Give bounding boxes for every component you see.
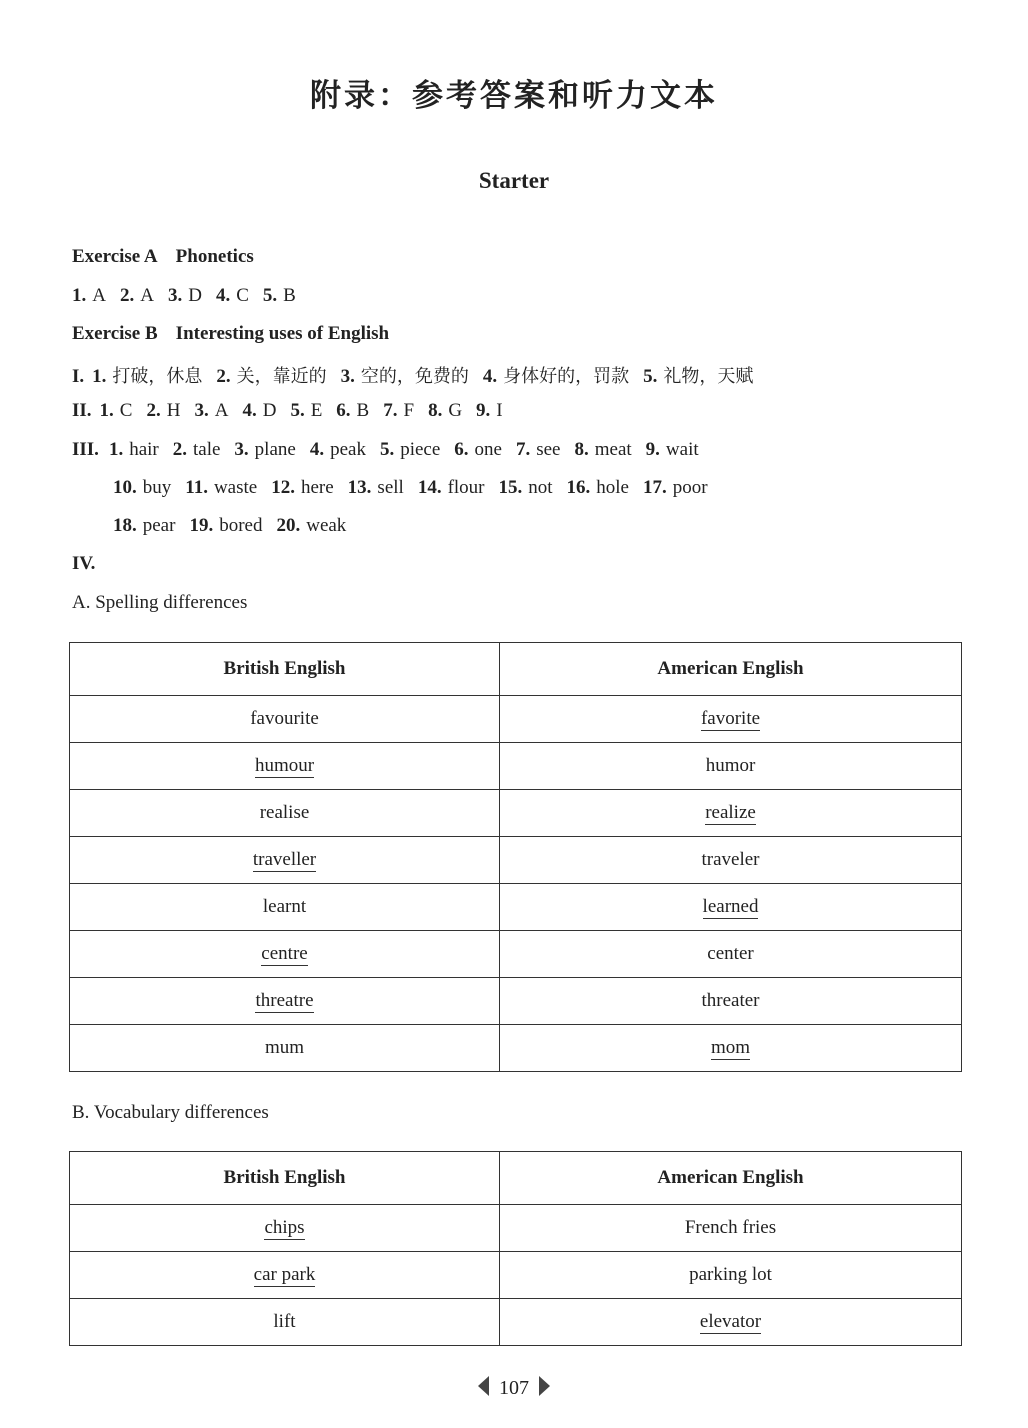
answer-number: 11. [185, 477, 208, 498]
answer-number: 10. [113, 477, 137, 498]
british-word-cell [70, 931, 500, 978]
part-iii-row-3 [113, 515, 360, 537]
answer-item [109, 439, 159, 461]
page-number-text: 107 [499, 1377, 529, 1399]
american-word-cell [500, 837, 962, 884]
answer-number: 17. [643, 477, 667, 498]
answer-text: H [166, 400, 181, 421]
answer-text: wait [665, 439, 699, 460]
answer-text: A [214, 400, 229, 421]
answer-number: 6. [336, 400, 351, 421]
exercise-a-heading [72, 246, 254, 268]
answer-item [216, 362, 326, 388]
column-header-american: American English [500, 643, 962, 696]
answer-item [643, 477, 708, 499]
answer-text: poor [672, 477, 708, 498]
cell-text: traveler [701, 849, 760, 870]
answer-number: 2. [216, 366, 231, 387]
british-word-cell [70, 884, 500, 931]
cell-text: threater [701, 990, 760, 1011]
answer-text: D [188, 285, 202, 306]
answer-item [263, 285, 296, 307]
answer-number: 2. [146, 400, 161, 421]
british-word-cell [70, 837, 500, 884]
british-word-cell [70, 790, 500, 837]
answer-text: one [474, 439, 502, 460]
cell-text: favorite [700, 708, 761, 729]
cell-text: car park [253, 1264, 316, 1285]
british-word-cell [70, 1025, 500, 1072]
answer-text: G [448, 400, 463, 421]
british-word-cell [70, 1252, 500, 1299]
answer-item [290, 400, 322, 422]
answer-text: piece [400, 439, 441, 460]
exercise-b-heading [72, 323, 389, 345]
column-header-british: British English [70, 1152, 500, 1205]
answer-number: 16. [566, 477, 591, 498]
table-row [70, 696, 962, 743]
american-word-cell [500, 978, 962, 1025]
answer-item [418, 477, 485, 499]
american-word-cell [500, 743, 962, 790]
british-word-cell [70, 1205, 500, 1252]
left-triangle-icon [478, 1376, 489, 1396]
answer-number: 1. [92, 366, 107, 387]
answer-number: 13. [347, 477, 372, 498]
british-word-cell [70, 1299, 500, 1346]
page-number [0, 1376, 1028, 1400]
answer-text: bored [219, 515, 263, 536]
answer-text: meat [594, 439, 632, 460]
answer-text: hair [129, 439, 159, 460]
answer-number: 2. [119, 285, 135, 306]
answer-number: 3. [234, 439, 249, 460]
answer-text: 打破，休息 [112, 366, 203, 387]
answer-item [643, 362, 753, 388]
answer-text: B [283, 285, 296, 306]
answer-item [348, 477, 404, 499]
answer-text: flour [447, 477, 485, 498]
answer-text: not [528, 477, 553, 498]
answer-number: 5. [379, 439, 395, 460]
answer-number: 3. [194, 400, 209, 421]
answer-number: 12. [271, 477, 295, 498]
american-word-cell [500, 1025, 962, 1072]
answer-item [499, 477, 553, 499]
cell-text: traveller [252, 849, 317, 870]
answer-text: buy [142, 477, 172, 498]
american-word-cell [500, 931, 962, 978]
answer-item [72, 285, 106, 307]
answer-item [100, 400, 133, 422]
answer-item [92, 362, 202, 388]
cell-text: French fries [684, 1217, 777, 1238]
answer-item [567, 477, 629, 499]
cell-text: realise [259, 802, 310, 823]
answer-number: 4. [482, 366, 498, 387]
table-header-row [70, 643, 962, 696]
unit-title: Starter [478, 168, 550, 193]
answer-item [234, 439, 295, 461]
answer-text: hole [596, 477, 629, 498]
answer-item [310, 439, 366, 461]
answer-text: F [403, 400, 415, 421]
answer-number: 3. [340, 366, 355, 387]
answer-number: 6. [454, 439, 469, 460]
answer-number: 8. [428, 400, 443, 421]
cell-text: parking lot [689, 1264, 772, 1285]
answer-item [646, 439, 699, 461]
cell-text: learned [702, 896, 759, 917]
table-row [70, 884, 962, 931]
answer-item [341, 362, 469, 388]
column-header-british: British English [70, 643, 500, 696]
part-ii-answers [72, 400, 517, 422]
answer-number: 14. [417, 477, 442, 498]
answer-text: weak [306, 515, 347, 536]
part-ii-items [100, 400, 517, 421]
answer-number: 9. [645, 439, 660, 460]
table-row [70, 1299, 962, 1346]
american-word-cell [500, 1252, 962, 1299]
answer-item [454, 439, 502, 461]
answer-text: see [536, 439, 561, 460]
answer-item [168, 285, 202, 307]
part-iii-row-1 [72, 439, 713, 461]
answer-item [428, 400, 462, 422]
table-row [70, 1252, 962, 1299]
answer-item [113, 477, 171, 499]
exercise-b-topic: Interesting uses of English [175, 323, 390, 344]
british-word-cell [70, 978, 500, 1025]
answer-item [380, 439, 440, 461]
table-header-row [70, 1152, 962, 1205]
answer-item [189, 515, 262, 537]
answer-text: pear [142, 515, 176, 536]
table-row [70, 837, 962, 884]
answer-text: waste [213, 477, 258, 498]
answer-number: 1. [99, 400, 114, 421]
answer-item [516, 439, 561, 461]
answer-item [336, 400, 369, 422]
part-i-answers [72, 362, 767, 388]
answer-number: 7. [383, 400, 398, 421]
american-word-cell [500, 884, 962, 931]
answer-text: tale [192, 439, 221, 460]
table-row [70, 1205, 962, 1252]
exercise-a-answers [72, 285, 310, 307]
answer-text: plane [254, 439, 296, 460]
cell-text: chips [264, 1217, 305, 1238]
cell-text: centre [261, 943, 308, 964]
british-word-cell [70, 743, 500, 790]
answer-number: 19. [189, 515, 214, 536]
answer-text: 礼物，天赋 [663, 366, 754, 387]
answer-number: 2. [172, 439, 187, 460]
answer-text: I [496, 400, 503, 421]
answer-text: 关，靠近的 [236, 366, 327, 387]
cell-text: threatre [255, 990, 314, 1011]
answer-item [173, 439, 221, 461]
american-word-cell [500, 1205, 962, 1252]
part-iii-row-2 [113, 477, 722, 499]
table-row [70, 978, 962, 1025]
answer-text: here [300, 477, 334, 498]
answer-text: 身体好的，罚款 [503, 366, 630, 387]
part-i-label: I. [72, 366, 85, 387]
spelling-differences-table [69, 642, 962, 1072]
answer-number: 5. [290, 400, 305, 421]
answer-text: peak [330, 439, 366, 460]
part-iv-label: IV. [72, 553, 96, 574]
answer-number: 1. [108, 439, 124, 460]
table-row [70, 1025, 962, 1072]
cell-text: favourite [250, 708, 319, 729]
part-ii-label: II. [72, 400, 92, 421]
cell-text: mom [710, 1037, 751, 1058]
answer-text: B [356, 400, 370, 421]
answer-number: 9. [476, 400, 491, 421]
american-word-cell [500, 696, 962, 743]
answer-number: 7. [515, 439, 531, 460]
answer-text: A [92, 285, 106, 306]
answer-item [120, 285, 154, 307]
answer-text: A [140, 285, 154, 306]
table-row [70, 790, 962, 837]
cell-text: mum [264, 1037, 305, 1058]
vocabulary-differences-table [69, 1151, 962, 1346]
answer-text: E [310, 400, 323, 421]
right-triangle-icon [539, 1376, 550, 1396]
answer-text: C [119, 400, 133, 421]
cell-text: realize [705, 802, 756, 823]
answer-number: 18. [113, 515, 137, 536]
answer-number: 5. [643, 366, 658, 387]
answer-item [383, 400, 414, 422]
answer-number: 4. [309, 439, 325, 460]
part-iii-label: III. [72, 439, 99, 460]
british-word-cell [70, 696, 500, 743]
part-i-items [92, 366, 767, 387]
answer-number: 4. [242, 400, 257, 421]
answer-item [146, 400, 180, 422]
answer-number: 3. [167, 285, 183, 306]
cell-text: humour [254, 755, 315, 776]
answer-item [483, 362, 629, 388]
answer-item [276, 515, 346, 537]
section-a-heading: A. Spelling differences [72, 592, 248, 613]
column-header-american: American English [500, 1152, 962, 1205]
cell-text: elevator [699, 1311, 762, 1332]
answer-item [185, 477, 257, 499]
answer-text: sell [377, 477, 404, 498]
answer-number: 20. [276, 515, 301, 536]
answer-item [242, 400, 276, 422]
answer-item [476, 400, 503, 422]
answer-number: 8. [574, 439, 589, 460]
cell-text: lift [273, 1311, 296, 1332]
table-row [70, 931, 962, 978]
answer-number: 1. [72, 285, 87, 306]
answer-text: C [236, 285, 249, 306]
cell-text: learnt [262, 896, 307, 917]
answer-item [194, 400, 228, 422]
cell-text: humor [705, 755, 756, 776]
exercise-b-label: Exercise B [72, 323, 158, 344]
answer-number: 15. [498, 477, 523, 498]
part-iii-items-1 [109, 439, 713, 460]
answer-number: 4. [215, 285, 231, 306]
exercise-a-topic: Phonetics [175, 246, 254, 267]
answer-item [271, 477, 333, 499]
answer-item [574, 439, 631, 461]
page-title: 附录：参考答案和听力文本 [310, 78, 718, 114]
answer-item [216, 285, 249, 307]
answer-number: 5. [262, 285, 278, 306]
exercise-a-label: Exercise A [72, 246, 158, 267]
american-word-cell [500, 790, 962, 837]
cell-text: center [707, 943, 754, 964]
table-row [70, 743, 962, 790]
answer-item [113, 515, 175, 537]
american-word-cell [500, 1299, 962, 1346]
answer-text: 空的，免费的 [360, 366, 469, 387]
section-b-heading: B. Vocabulary differences [72, 1102, 269, 1123]
answer-text: D [262, 400, 277, 421]
